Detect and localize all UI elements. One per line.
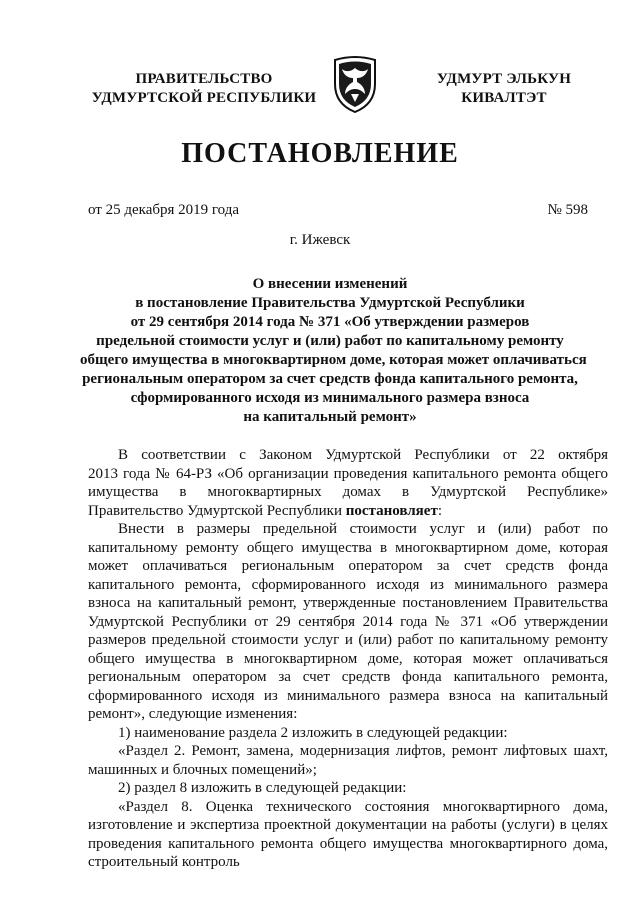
resolves-keyword: постановляет [345, 502, 438, 519]
body-text: : [437, 502, 442, 519]
header-government-ru [86, 70, 322, 108]
body-line: Внести в размеры предельной стоимости услуг и (или) работ по [118, 521, 608, 537]
body-line: 2013 года № 64-РЗ «Об организации проведения капитального ремонта общего [88, 465, 608, 482]
document-city: г. Ижевск [289, 232, 351, 248]
title-line: предельной стоимости услуг и (или) работ по капитальному ремонту [96, 333, 564, 349]
header-left-line-1: ПРАВИТЕЛЬСТВО [135, 71, 273, 87]
title-line: О внесении изменений [252, 276, 408, 292]
body-line: Удмуртской Республики от 29 сентября 2014 года № 371 «Об утверждении [88, 613, 608, 630]
document-number: № 598 [547, 202, 588, 218]
body-line: ремонт», следующие изменения: [88, 706, 298, 722]
document-body [88, 446, 608, 872]
body-line: сформированного исходя из минимального размера взноса на капитальный [88, 687, 608, 704]
title-line: от 29 сентября 2014 года № 371 «Об утверждении размеров [130, 314, 530, 330]
body-line: имущества в многоквартирных домах в Удмуртской Республике» [88, 484, 608, 500]
body-line: капитального ремонта, сформированного исходя из минимального размера [88, 576, 608, 593]
amendment-quote-line: машинных и блочных помещений»; [88, 761, 317, 778]
body-line: взноса на капитальный ремонт, утвержденные постановлением Правительства [88, 595, 608, 611]
amendment-quote-line: «Раздел 8. Оценка технического состояния многоквартирного дома, [118, 798, 608, 815]
body-text: Правительство Удмуртской Республики [88, 502, 342, 519]
title-line: на капитальный ремонт» [243, 409, 417, 425]
body-line: размеров предельной стоимости услуг и (или) работ по капитальному ремонту [88, 632, 608, 648]
amendment-quote-line: «Раздел 2. Ремонт, замена, модернизация лифтов, ремонт лифтовых шахт, [118, 743, 608, 759]
body-line: капитальному ремонту общего имущества в многоквартирном доме, которая [88, 539, 608, 556]
document-type: ПОСТАНОВЛЕНИЕ [181, 138, 459, 169]
title-line: региональным оператором за счет средств фонда капитального ремонта, [82, 371, 578, 387]
document-date: от 25 декабря 2019 года [88, 202, 240, 218]
amendment-item-2: 2) раздел 8 изложить в следующей редакции: [118, 780, 407, 796]
amendment-quote-line: строительный контроль [88, 854, 240, 870]
title-line: сформированного исходя из минимального размера взноса [130, 390, 530, 406]
body-line: может оплачиваться региональным оператором за счет средств фонда [88, 558, 608, 574]
title-line: в постановление Правительства Удмуртской Республики [135, 295, 525, 311]
header-left-line-2: УДМУРТСКОЙ РЕСПУБЛИКИ [91, 90, 317, 106]
amendment-item-1: 1) наименование раздела 2 изложить в следующей редакции: [118, 724, 508, 741]
udmurt-coat-of-arms-icon [331, 54, 379, 114]
body-line-resolution [88, 502, 608, 521]
document-title [80, 275, 587, 427]
amendment-quote-line: проведения капитального ремонта общего имущества многоквартирного дома, [88, 835, 608, 852]
body-line: общего имущества в многоквартирном доме, которая может оплачиваться [88, 650, 608, 667]
body-line: региональным оператором за счет средств фонда капитального ремонта, [88, 669, 608, 685]
body-line: В соответствии с Законом Удмуртской Республики от 22 октября [118, 447, 608, 463]
header-right-line-2: КИВАЛТЭТ [461, 90, 547, 106]
header-right-line-1: УДМУРТ ЭЛЬКУН [436, 71, 572, 87]
header-government-udm [424, 70, 584, 108]
amendment-quote-line: изготовление и экспертиза проектной документации на работы (услуги) в целях [88, 817, 608, 833]
title-line: общего имущества в многоквартирном доме, которая может оплачиваться [80, 352, 587, 368]
